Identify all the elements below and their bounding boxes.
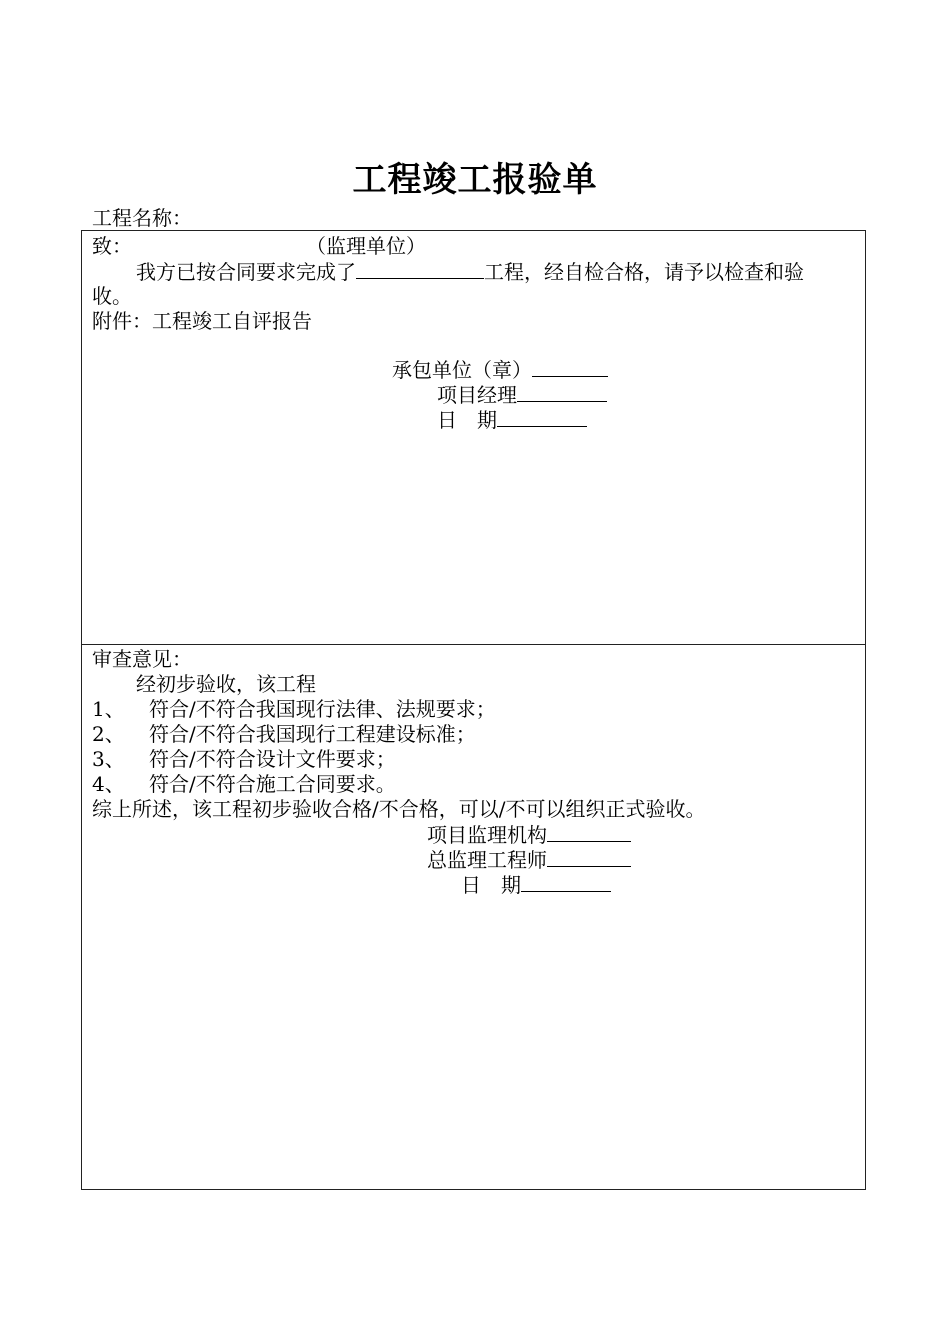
review-date-blank[interactable]	[521, 871, 611, 892]
review-item-number: 2、	[92, 722, 125, 746]
completion-suffix: 工程，经自检合格，请予以检查和验	[484, 260, 804, 284]
manager-blank[interactable]	[517, 381, 607, 402]
application-date	[437, 406, 587, 433]
completion-prefix: 我方已按合同要求完成了	[136, 260, 356, 284]
completion-statement-wrap: 收。	[92, 284, 132, 308]
supervisor-unit-label: （监理单位）	[306, 234, 426, 258]
agency-blank[interactable]	[547, 821, 631, 842]
review-item-number: 1、	[92, 697, 125, 721]
document-title: 工程竣工报验单	[352, 160, 598, 200]
engineer-signature	[427, 846, 631, 873]
project-name-label: 工程名称：	[92, 206, 192, 230]
review-item-text: 符合/不符合设计文件要求；	[149, 747, 396, 771]
review-intro: 经初步验收，该工程	[136, 672, 316, 696]
review-item-number: 4、	[92, 772, 125, 796]
project-blank[interactable]	[356, 258, 484, 279]
review-conclusion: 综上所述，该工程初步验收合格/不合格，可以/不可以组织正式验收。	[92, 797, 706, 821]
review-date	[461, 871, 611, 898]
review-item-number: 3、	[92, 747, 125, 771]
review-item-text: 符合/不符合施工合同要求。	[149, 772, 396, 796]
review-date-label: 日 期	[461, 873, 521, 897]
manager-label: 项目经理	[437, 383, 517, 407]
manager-signature	[437, 381, 607, 408]
to-label: 致：	[92, 234, 132, 258]
contractor-blank[interactable]	[532, 356, 608, 377]
agency-label: 项目监理机构	[427, 823, 547, 847]
contractor-signature	[392, 356, 608, 383]
review-item-text: 符合/不符合我国现行法律、法规要求；	[149, 697, 496, 721]
review-heading: 审查意见：	[92, 647, 192, 671]
engineer-label: 总监理工程师	[427, 848, 547, 872]
attachment-line: 附件：工程竣工自评报告	[92, 309, 312, 333]
application-date-blank[interactable]	[497, 406, 587, 427]
completion-statement	[136, 258, 804, 285]
engineer-blank[interactable]	[547, 846, 631, 867]
application-section	[81, 230, 866, 645]
agency-signature	[427, 821, 631, 848]
contractor-label: 承包单位（章）	[392, 358, 532, 382]
application-date-label: 日 期	[437, 408, 497, 432]
review-item-text: 符合/不符合我国现行工程建设标准；	[149, 722, 476, 746]
